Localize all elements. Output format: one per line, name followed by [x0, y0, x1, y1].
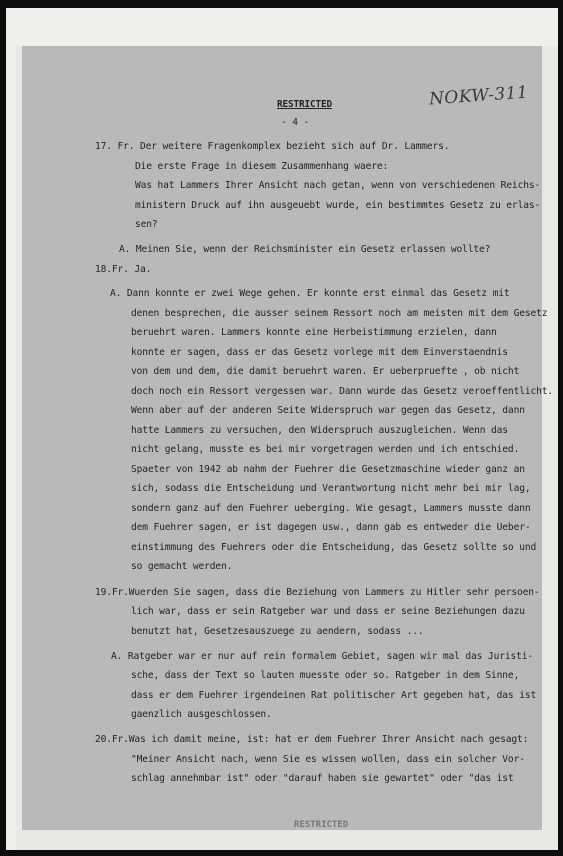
- text-line: Was hat Lammers Ihrer Ansicht nach getan, wenn von verschiedenen Reichs-: [135, 180, 541, 191]
- text-line: 17. Fr. Der weitere Fragenkomplex bezieht sich auf Dr. Lammers.: [95, 141, 450, 152]
- text-line: schlag annehmbar ist" oder "darauf haben sie gewartet" oder "das ist: [131, 773, 514, 784]
- text-line: gaenzlich ausgeschlossen.: [131, 709, 272, 720]
- text-line: ministern Druck auf ihn ausgeuebt wurde, ein bestimmtes Gesetz zu erlas-: [135, 200, 541, 211]
- text-line: A. Meinen Sie, wenn der Reichsminister ein Gesetz erlassen wollte?: [119, 244, 491, 255]
- page-number: - 4 -: [281, 117, 310, 128]
- text-line: einstimmung des Fuehrers oder die Entscheidung, das Gesetz sollte so und: [131, 542, 537, 553]
- document-page: [22, 46, 553, 830]
- text-line: 18.Fr. Ja.: [95, 264, 152, 275]
- text-line: lich war, dass er sein Ratgeber war und dass er seine Beziehungen dazu: [131, 606, 525, 617]
- text-line: 19.Fr.Wuerden Sie sagen, dass die Beziehung von Lammers zu Hitler sehr persoen-: [95, 587, 540, 598]
- text-line: "Meiner Ansicht nach, wenn Sie es wissen wollen, dass ein solcher Vor-: [131, 754, 525, 765]
- text-line: nicht gelang, musste es bei mir vorgetragen werden und ich entschied.: [131, 444, 520, 455]
- text-line: sen?: [135, 219, 158, 230]
- margin-top-strip: [6, 8, 558, 46]
- text-line: beruehrt waren. Lammers konnte eine Herbeistimmung erzielen, dann: [131, 327, 497, 338]
- scanned-sheet: [6, 8, 558, 850]
- text-line: A. Dann konnte er zwei Wege gehen. Er konnte erst einmal das Gesetz mit: [110, 288, 510, 299]
- text-line: von dem und dem, die damit beruehrt waren. Er ueberpruefte , ob nicht: [131, 366, 520, 377]
- text-line: A. Ratgeber war er nur auf rein formalem Gebiet, sagen wir mal das Juristi-: [111, 651, 533, 662]
- text-line: sich, sodass die Entscheidung und Verantwortung nicht mehr bei mir lag,: [131, 483, 531, 494]
- classification-header: RESTRICTED: [277, 99, 332, 110]
- text-line: sche, dass der Text so lauten muesste oder so. Ratgeber in dem Sinne,: [131, 670, 520, 681]
- margin-left-strip: [6, 46, 16, 850]
- text-line: dem Fuehrer sagen, er ist dagegen usw., dann gab es entweder die Ueber-: [131, 522, 531, 533]
- document-id-stamp: NOKW-311: [428, 82, 529, 110]
- text-line: konnte er sagen, dass er das Gesetz vorlege mit dem Einverstaendnis: [131, 347, 508, 358]
- text-line: doch noch ein Ressort vergessen war. Dann wurde das Gesetz veroeffentlicht.: [131, 386, 553, 397]
- text-line: Spaeter von 1942 ab nahm der Fuehrer die Gesetzmaschine wieder ganz an: [131, 464, 525, 475]
- classification-footer: RESTRICTED: [294, 820, 349, 830]
- text-line: Die erste Frage in diesem Zusammenhang waere:: [135, 161, 389, 172]
- text-line: sondern ganz auf den Fuehrer ueberging. Wie gesagt, Lammers musste dann: [131, 503, 531, 514]
- text-line: hatte Lammers zu versuchen, den Widerspruch auszugleichen. Wenn das: [131, 425, 508, 436]
- text-line: so gemacht werden.: [131, 561, 233, 572]
- text-line: dass er dem Fuehrer irgendeinen Rat politischer Art gegeben hat, das ist: [131, 690, 537, 701]
- text-line: Wenn aber auf der anderen Seite Widerspruch war gegen das Gesetz, dann: [131, 405, 525, 416]
- text-line: benutzt hat, Gesetzesauszuege zu aendern, sodass ...: [131, 626, 424, 637]
- text-line: denen besprechen, die ausser seinem Ressort noch am meisten mit dem Gesetz: [131, 308, 548, 319]
- text-line: 20.Fr.Was ich damit meine, ist: hat er dem Fuehrer Ihrer Ansicht nach gesagt:: [95, 734, 529, 745]
